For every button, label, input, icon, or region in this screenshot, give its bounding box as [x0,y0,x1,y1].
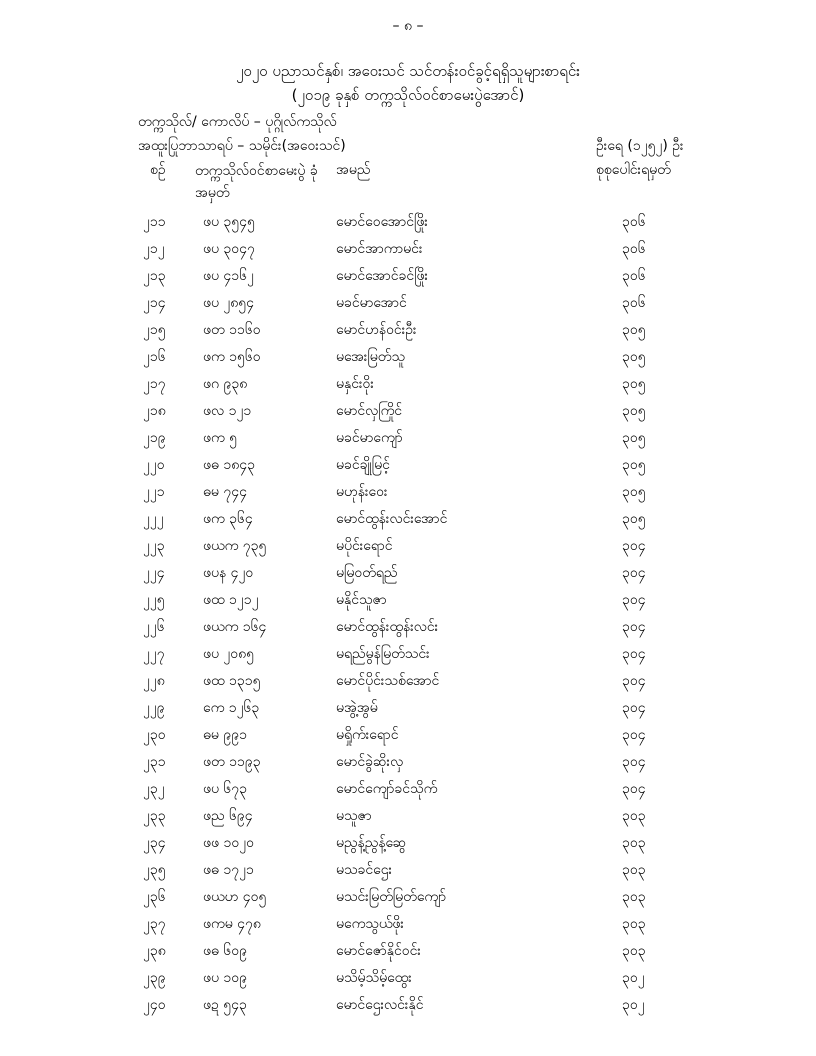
row-number: ၂၂၀ [143,457,165,473]
university-line: တက္ကသိုလ်/ ကောလိပ် – ပုဂ္ဂိုလ်ကသိုလ် [138,114,337,130]
roll-number: ဖထ ၁၃၁၅ [203,673,261,689]
student-name: မောင်ထွန်းလင်းအောင် [336,511,448,527]
roll-number: ဖတ ၁၁၉၃ [203,754,261,770]
roll-number: ဖဓ ၁၇၂၁ [203,862,254,878]
total-marks: ၃၀၄ [622,592,646,608]
student-name: မဟုန်းဝေး [336,484,388,500]
row-number: ၂၃၀ [143,727,166,743]
student-name: မခင်ချိုမြင့် [336,457,390,473]
table-row [0,802,816,829]
total-marks: ၃၀၃ [622,916,646,932]
table-row [0,586,816,613]
table-row [0,613,816,640]
student-name: မရည်မွန်မြတ်သင်း [336,646,430,662]
title-line-2: (၂၀၁၉ ခုနှစ် တက္ကသိုလ်ဝင်စာမေးပွဲအောင်) [291,86,525,104]
row-number: ၂၃၁ [143,754,166,770]
row-number: ၂၂၂ [143,511,164,527]
row-number: ၂၁၅ [143,322,166,338]
roll-number: ဖဓ ၆၀၉ [203,943,247,959]
student-name: မမြဝတ်ရည် [336,565,398,581]
roll-number: ဖက ၃၆၄ [203,511,253,527]
student-name: မောင်ပိုင်းသစ်အောင် [336,673,440,689]
roll-number: ဖဓ ၁၈၄၃ [203,457,255,473]
table-row [0,208,816,235]
total-marks: ၃၀၂ [622,997,645,1013]
table-row [0,640,816,667]
student-name: မနှင်းဝိုး [336,376,374,392]
total-marks: ၃၀၅ [622,376,646,392]
total-marks: ၃၀၅ [622,403,646,419]
student-name: မသိမ့်သိမ့်ထွေး [336,970,412,986]
roll-number: ဓမ ၉၉၁ [203,727,247,743]
table-row [0,559,816,586]
table-row [0,910,816,937]
total-marks: ၃၀၃ [622,889,646,905]
row-number: ၂၂၁ [143,484,165,500]
row-number: ၂၁၇ [143,376,166,392]
row-number: ၂၁၁ [143,214,166,230]
header-roll: တက္ကသိုလ်ဝင်စာမေးပွဲ ခုံအမှတ် [195,163,318,201]
student-name: မခင်မာကျော် [336,430,403,446]
table-row [0,991,816,1018]
row-number: ၂၁၂ [143,241,165,257]
student-name: မောင်ဟန်ဝင်းဦး [336,322,417,338]
row-number: ၂၄၀ [143,997,166,1013]
table-row [0,289,816,316]
table-row [0,262,816,289]
roll-number: ဖယက ၁၆၄ [203,619,267,635]
roll-number: ဓမ ၇၄၄ [203,484,247,500]
table-row [0,748,816,775]
roll-number: ဖတ ၁၁၆၀ [203,322,261,338]
row-number: ၂၃၈ [143,943,166,959]
total-marks: ၃၀၅ [622,322,646,338]
total-marks: ၃၀၆ [622,295,646,311]
header-no: စဉ် [150,162,166,178]
table-row [0,316,816,343]
total-marks: ၃၀၅ [622,484,646,500]
row-number: ၂၁၄ [143,295,166,311]
total-marks: ၃၀၅ [622,349,646,365]
table-row [0,721,816,748]
roll-number: ကေ ၁၂၆၃ [203,700,260,716]
table-row [0,424,816,451]
total-marks: ၃၀၄ [622,781,646,797]
roll-number: ဖလ ၁၂၁ [203,403,252,419]
table-row [0,829,816,856]
roll-number: ဖပ ၁၀၉ [203,970,248,986]
row-number: ၂၂၃ [143,538,165,554]
total-marks: ၃၀၃ [622,835,646,851]
roll-number: ဖယဟ ၄၀၅ [203,889,267,905]
table-row [0,478,816,505]
roll-number: ဖက ၁၅၆၀ [203,349,261,365]
row-number: ၂၂၉ [143,700,165,716]
total-marks: ၃၀၄ [622,673,646,689]
total-marks: ၃၀၄ [622,646,646,662]
total-marks: ၃၀၅ [622,511,646,527]
total-marks: ၃၀၅ [622,430,646,446]
roll-number: ဖယက ၇၃၅ [203,538,267,554]
roll-number: ဖပ ၃၀၄၇ [203,241,255,257]
table-row [0,532,816,559]
total-marks: ၃၀၄ [622,700,646,716]
page-number: – ၈ – [392,18,424,34]
student-name: မောင်ထွန်းထွန်းလင်း [336,619,439,635]
roll-number: ဖဂ ၉၃၈ [203,376,248,392]
row-number: ၂၁၃ [143,268,166,284]
row-number: ၂၃၂ [143,781,165,797]
header-name: အမည် [336,162,371,178]
table-row [0,937,816,964]
student-name: မောင်ဇော်နိုင်ဝင်း [336,943,421,959]
student-name: မနိုင်သူဇာ [336,592,387,608]
roll-number: ဖပန ၄၂၀ [203,565,254,581]
row-number: ၂၂၇ [143,646,165,662]
table-row [0,235,816,262]
student-name: မောင်အာကာမင်း [336,241,423,257]
table-row [0,694,816,721]
total-marks: ၃၀၂ [622,970,645,986]
roll-number: ဖထ ၁၂၁၂ [203,592,259,608]
row-number: ၂၂၅ [143,592,165,608]
header-marks: စုစုပေါင်းရမှတ် [596,162,671,178]
student-name: မရှိုက်းရောင် [336,727,399,743]
roll-number: ဖက ၅ [203,430,238,446]
row-number: ၂၁၈ [143,403,166,419]
table-row [0,451,816,478]
student-name: မောင်ကျော်ခင်သိုက် [336,781,438,797]
total-marks: ၃၀၄ [622,538,646,554]
roll-number: ဖဖ ၁၀၂၀ [203,835,254,851]
total-count: ဦးရေ (၁၂၅၂) ဦး [596,138,684,154]
total-marks: ၃၀၃ [622,808,646,824]
table-row [0,667,816,694]
title-line-1: ၂၀၂၀ ပညာသင်နှစ်၊ အဝေးသင် သင်တန်းဝင်ခွင့်ရရှိသူများစာရင်း [236,62,580,80]
total-marks: ၃၀၄ [622,565,646,581]
subject-line: အထူးပြုဘာသာရပ် – သမိုင်း(အဝေးသင်) [138,138,346,154]
student-name: မပိုင်းရောင် [336,538,393,554]
table-row [0,397,816,424]
student-name: မသူဇာ [336,808,372,824]
row-number: ၂၃၅ [143,862,166,878]
total-marks: ၃၀၆ [622,268,646,284]
row-number: ၂၂၆ [143,619,165,635]
student-name: မအေးမြတ်သူ [336,349,405,365]
roll-number: ဖပ ၆၇၃ [203,781,248,797]
student-name: မောင်ခွဲဆိုးလှ [336,754,404,770]
row-number: ၂၃၉ [143,970,166,986]
student-name: မသခင်ဌေး [336,862,393,878]
roll-number: ဖပ ၃၅၄၅ [203,214,255,230]
table-row [0,505,816,532]
total-marks: ၃၀၄ [622,727,646,743]
student-name: မကေသွယ်ဖိုး [336,916,404,932]
student-name: မခင်မာအောင် [336,295,407,311]
row-number: ၂၁၆ [143,349,166,365]
table-row [0,343,816,370]
total-marks: ၃၀၃ [622,943,646,959]
total-marks: ၃၀၆ [622,241,646,257]
row-number: ၂၃၆ [143,889,166,905]
table-row [0,964,816,991]
student-name: မသင်းမြတ်မြတ်ကျော် [336,889,447,905]
row-number: ၂၂၈ [143,673,165,689]
total-marks: ၃၀၆ [622,214,646,230]
student-name: မောင်လှကြိုင် [336,403,403,419]
total-marks: ၃၀၄ [622,619,646,635]
roll-number: ဖပ ၂၀၈၅ [203,646,255,662]
results-table [0,208,816,1018]
roll-number: ဖည ၆၉၄ [203,808,253,824]
roll-number: ဖဍ ၅၄၃ [203,997,247,1013]
student-name: မညွန့်ညွန့်ဆွေ [336,835,407,851]
roll-number: ဖကမ ၄၇၈ [203,916,261,932]
table-row [0,856,816,883]
row-number: ၂၃၇ [143,916,166,932]
row-number: ၂၂၄ [143,565,165,581]
student-name: မောင်ဝေအောင်ဖြိုး [336,214,428,230]
student-name: မောင်ဌေးလင်းနိုင် [336,997,424,1013]
row-number: ၂၁၉ [143,430,166,446]
roll-number: ဖပ ၂၈၅၄ [203,295,255,311]
student-name: မအွဲ့အွမ် [336,700,378,716]
student-name: မောင်အောင်ခင်ဖြိုး [336,268,429,284]
total-marks: ၃၀၃ [622,862,646,878]
row-number: ၂၃၄ [143,835,166,851]
roll-number: ဖပ ၄၁၆၂ [203,268,254,284]
row-number: ၂၃၃ [143,808,166,824]
table-row [0,775,816,802]
total-marks: ၃၀၅ [622,457,646,473]
total-marks: ၃၀၄ [622,754,646,770]
table-row [0,883,816,910]
table-row [0,370,816,397]
